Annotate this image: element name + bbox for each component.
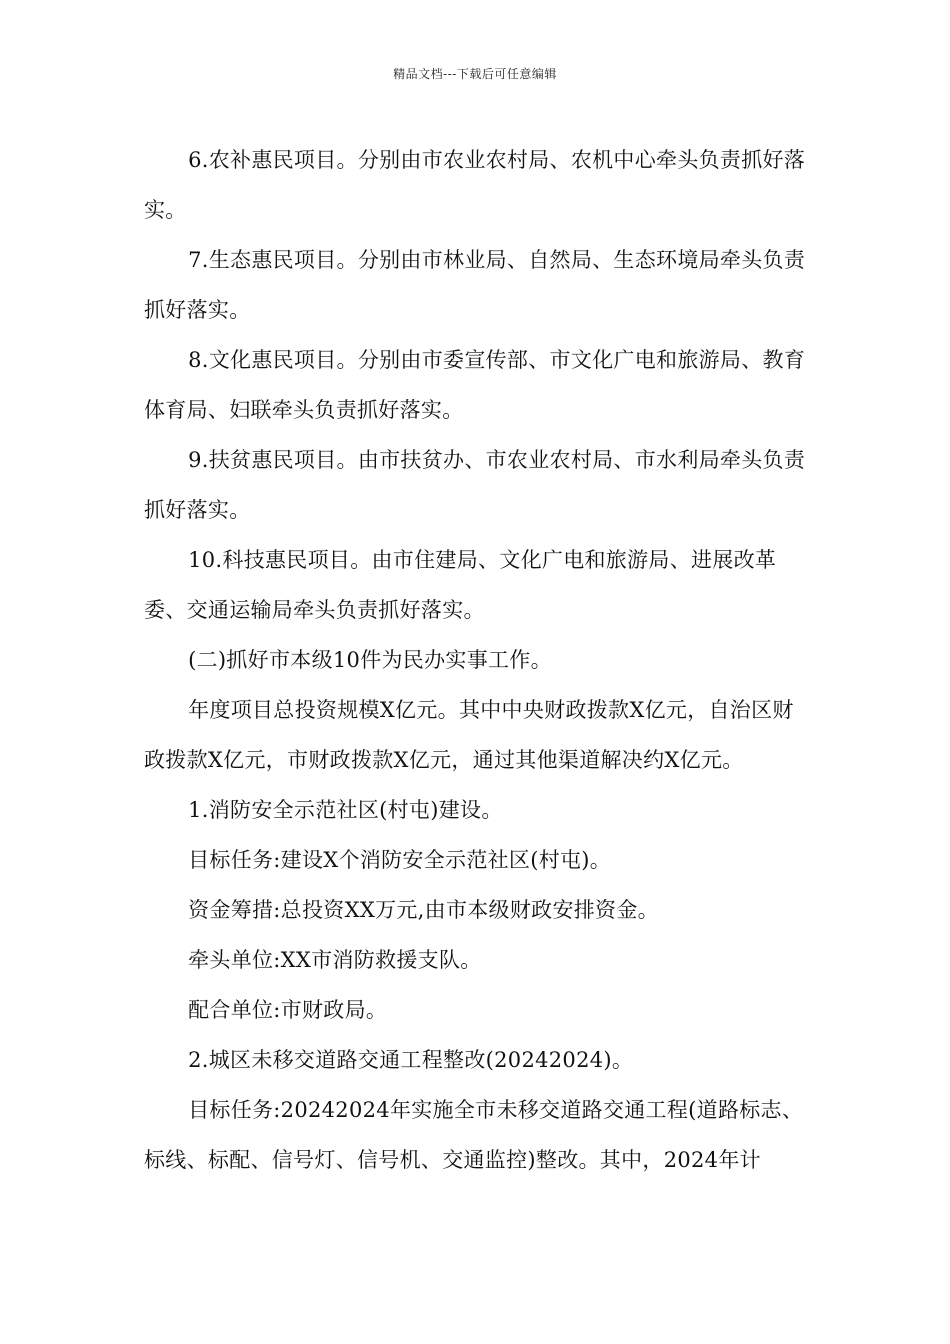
paragraph: 9.扶贫惠民项目。由市扶贫办、市农业农村局、市水利局牵头负责抓好落实。 (144, 448, 806, 522)
paragraph: 牵头单位:XX市消防救援支队。 (188, 948, 482, 972)
section-heading: (二)抓好市本级10件为民办实事工作。 (188, 648, 552, 672)
paragraph: 目标任务:建设X个消防安全示范社区(村屯)。 (188, 848, 612, 872)
document-body (144, 135, 812, 1185)
paragraph: 7.生态惠民项目。分别由市林业局、自然局、生态环境局牵头负责抓好落实。 (144, 248, 806, 322)
paragraph: 配合单位:市财政局。 (188, 998, 388, 1022)
paragraph: 年度项目总投资规模X亿元。其中中央财政拨款X亿元，自治区财政拨款X亿元，市财政拨款X亿元，通过其他渠道解决约X亿元。 (144, 698, 794, 772)
page-header: 精品文档---下载后可任意编辑 (393, 67, 557, 81)
item-heading: 2.城区未移交道路交通工程整改(20242024)。 (188, 1048, 634, 1072)
paragraph: 8.文化惠民项目。分别由市委宣传部、市文化广电和旅游局、教育体育局、妇联牵头负责抓好落实。 (144, 348, 806, 422)
paragraph: 目标任务:20242024年实施全市未移交道路交通工程(道路标志、标线、标配、信号灯、信号机、交通监控)整改。其中，2024年计 (144, 1098, 804, 1172)
item-heading: 1.消防安全示范社区(村屯)建设。 (188, 798, 503, 822)
paragraph: 6.农补惠民项目。分别由市农业农村局、农机中心牵头负责抓好落实。 (144, 148, 806, 222)
paragraph: 资金筹措:总投资XX万元,由市本级财政安排资金。 (188, 898, 659, 922)
paragraph: 10.科技惠民项目。由市住建局、文化广电和旅游局、进展改革委、交通运输局牵头负责抓好落实。 (144, 548, 777, 622)
